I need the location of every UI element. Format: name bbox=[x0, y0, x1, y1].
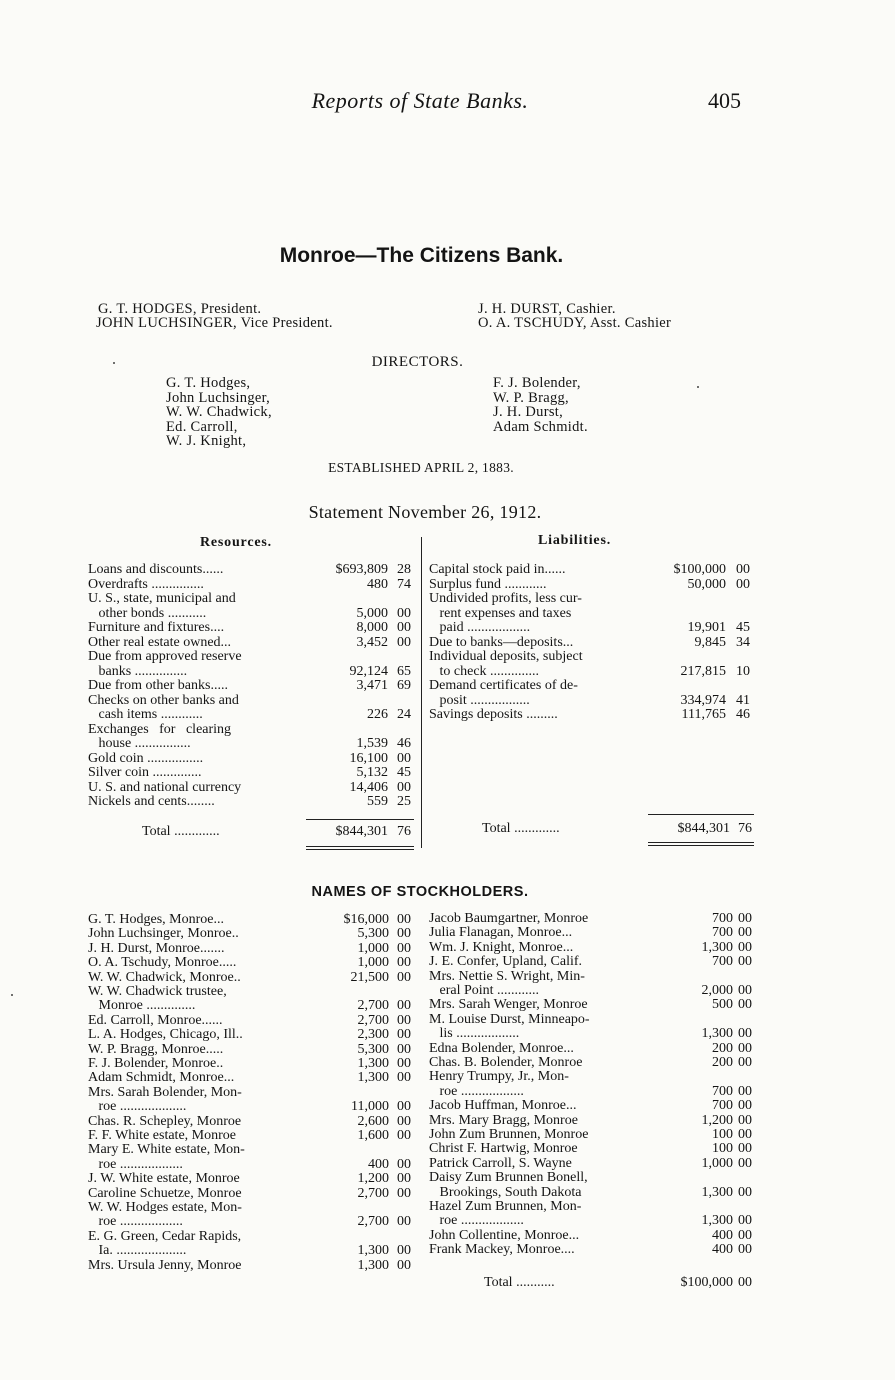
stockholder-row-cents: 00 bbox=[397, 1012, 411, 1028]
stockholder-row-label: John Zum Brunnen, Monroe bbox=[429, 1128, 589, 1142]
resources-row bbox=[88, 650, 419, 665]
stockholder-row-amount: 200 bbox=[712, 1055, 733, 1070]
liabilities-row-label: Individual deposits, subject bbox=[429, 650, 583, 664]
stockholder-row-label: Caroline Schuetze, Monroe bbox=[88, 1186, 242, 1201]
officer-cashier: J. H. DURST, Cashier. bbox=[478, 301, 616, 317]
liabilities-row-amount: 50,000 bbox=[687, 576, 726, 592]
liabilities-row-amount: 334,974 bbox=[680, 692, 726, 708]
stockholder-row-amount: 5,300 bbox=[357, 926, 389, 942]
stockholder-row-cents: 00 bbox=[397, 912, 411, 927]
liabilities-row-amount: 217,815 bbox=[680, 663, 726, 679]
stockholder-row-label: lis .................. bbox=[429, 1027, 520, 1042]
resources-row bbox=[88, 621, 419, 636]
stockholder-row-cents: 00 bbox=[738, 997, 752, 1013]
stockholder-row-amount: 1,300 bbox=[701, 1184, 733, 1200]
resources-total bbox=[142, 825, 419, 840]
stockholder-row-label: J. E. Confer, Upland, Calif. bbox=[429, 955, 583, 970]
stockholder-row bbox=[429, 998, 760, 1013]
resources-row-cents: 00 bbox=[397, 634, 411, 650]
stockholder-row-amount: 100 bbox=[712, 1127, 733, 1142]
stockholder-row bbox=[88, 1259, 419, 1274]
stockholder-row-cents: 00 bbox=[738, 1127, 752, 1142]
stockholder-row-label: E. G. Green, Cedar Rapids, bbox=[88, 1229, 242, 1244]
stockholder-row-cents: 00 bbox=[738, 1040, 752, 1056]
resources-row-amount: 559 bbox=[367, 794, 388, 809]
liabilities-row-label: Due to banks—deposits... bbox=[429, 635, 574, 650]
stockholder-row-cents: 00 bbox=[397, 1027, 411, 1043]
stockholder-row-amount: 400 bbox=[712, 1227, 733, 1243]
stockholder-row bbox=[88, 971, 419, 986]
liabilities-row-label: Demand certificates of de- bbox=[429, 679, 578, 693]
stockholder-row-cents: 00 bbox=[738, 1155, 752, 1171]
stockholder-row-label: Chas. B. Bolender, Monroe bbox=[429, 1056, 583, 1070]
stockholder-row bbox=[429, 1157, 760, 1172]
liabilities-total-cents: 76 bbox=[738, 821, 752, 836]
resources-total-double-rule bbox=[306, 849, 414, 850]
stockholder-row-label: roe .................. bbox=[429, 1214, 524, 1229]
resources-row-label: Overdrafts ............... bbox=[88, 577, 204, 592]
stockholder-row bbox=[429, 1229, 760, 1244]
resources-total-cents: 76 bbox=[397, 824, 411, 839]
stockholder-row-cents: 00 bbox=[397, 1214, 411, 1230]
resources-row-amount: 1,539 bbox=[356, 736, 388, 751]
stockholder-row-cents: 00 bbox=[738, 939, 752, 955]
stockholder-row bbox=[429, 1114, 760, 1129]
director-name: W. J. Knight, bbox=[166, 433, 247, 450]
resources-row bbox=[88, 578, 419, 593]
stockholder-row-cents: 00 bbox=[738, 925, 752, 941]
stockholder-row-label: Christ F. Hartwig, Monroe bbox=[429, 1142, 578, 1157]
stockholder-row-label: Wm. J. Knight, Monroe... bbox=[429, 940, 574, 955]
liabilities-total-double-rule bbox=[648, 845, 754, 846]
stockholder-row-label: Ia. .................... bbox=[88, 1244, 187, 1259]
stockholder-row-cents: 00 bbox=[738, 983, 752, 998]
stockholder-row-cents: 00 bbox=[738, 1083, 752, 1099]
stockholder-row bbox=[88, 1215, 419, 1230]
liabilities-row bbox=[429, 636, 758, 651]
liabilities-row-label: posit ................. bbox=[429, 693, 530, 708]
stockholder-row-amount: 200 bbox=[712, 1040, 733, 1056]
stockholder-row-cents: 00 bbox=[397, 998, 411, 1014]
stockholder-row-label: Hazel Zum Brunnen, Mon- bbox=[429, 1200, 582, 1214]
liabilities-row-amount: 9,845 bbox=[694, 634, 726, 650]
liabilities-row bbox=[429, 650, 758, 665]
stockholder-row-label: Mrs. Sarah Wenger, Monroe bbox=[429, 998, 588, 1013]
resources-row-cents: 46 bbox=[397, 736, 411, 751]
stockholder-row-amount: 700 bbox=[712, 925, 733, 941]
stockholder-row-amount: $16,000 bbox=[343, 912, 389, 927]
officer-vice-president: JOHN LUCHSINGER, Vice President. bbox=[96, 315, 333, 331]
stockholder-row-label: roe .................. bbox=[88, 1215, 183, 1230]
stockholder-row-cents: 00 bbox=[397, 955, 411, 971]
stockholder-row-amount: 1,000 bbox=[357, 955, 389, 971]
resources-row-label: U. S., state, municipal and bbox=[88, 592, 236, 606]
resources-total-rule bbox=[306, 819, 414, 820]
stockholder-row-amount: 21,500 bbox=[350, 969, 389, 985]
stockholder-row-cents: 00 bbox=[738, 1213, 752, 1229]
liabilities-heading: Liabilities. bbox=[538, 533, 611, 548]
resources-row-label: house ................ bbox=[88, 737, 191, 751]
directors-left bbox=[166, 376, 272, 449]
stockholders-total-amount: $100,000 bbox=[680, 1275, 733, 1290]
resources-row-cents: 00 bbox=[397, 750, 411, 766]
liabilities-row-cents: 46 bbox=[736, 707, 750, 722]
stockholder-row-amount: 400 bbox=[368, 1156, 389, 1172]
liabilities-total-amount: $844,301 bbox=[677, 821, 730, 836]
resources-row bbox=[88, 766, 419, 781]
stockholder-row bbox=[88, 1129, 419, 1144]
stockholder-row bbox=[88, 1071, 419, 1086]
statement-title: Statement November 26, 1912. bbox=[308, 502, 542, 522]
resources-row-cents: 00 bbox=[397, 779, 411, 795]
stockholder-row-amount: 1,200 bbox=[357, 1171, 389, 1187]
resources-row bbox=[88, 795, 419, 810]
resources-row-cents: 24 bbox=[397, 707, 411, 722]
stockholder-row bbox=[429, 1128, 760, 1143]
stockholder-row-amount: 5,300 bbox=[357, 1041, 389, 1057]
stockholder-row-label: Julia Flanagan, Monroe... bbox=[429, 926, 573, 941]
stockholders-total-label: Total ........... bbox=[484, 1276, 555, 1290]
stockholder-row-cents: 00 bbox=[738, 1026, 752, 1042]
stockholder-row-cents: 00 bbox=[397, 1070, 411, 1086]
stockholder-row-amount: 400 bbox=[712, 1242, 733, 1258]
stockholder-row-amount: 1,200 bbox=[701, 1112, 733, 1128]
print-speck bbox=[11, 994, 13, 996]
liabilities-row-label: rent expenses and taxes bbox=[429, 606, 572, 621]
resources-row-label: Silver coin .............. bbox=[88, 766, 202, 780]
stockholder-row-cents: 00 bbox=[738, 1098, 752, 1114]
liabilities-row-label: Surplus fund ............ bbox=[429, 577, 547, 592]
stockholder-row-amount: 1,300 bbox=[357, 1243, 389, 1259]
resources-row-amount: 14,406 bbox=[349, 779, 388, 795]
stockholder-row-label: W. W. Chadwick trustee, bbox=[88, 985, 227, 999]
stockholder-row-amount: 1,300 bbox=[357, 1070, 389, 1086]
liabilities-row-amount: $100,000 bbox=[673, 562, 726, 577]
stockholder-row-label: roe ................... bbox=[88, 1100, 187, 1115]
stockholder-row bbox=[429, 955, 760, 970]
resources-row-amount: 92,124 bbox=[349, 663, 388, 679]
stockholder-row-label: W. W. Chadwick, Monroe.. bbox=[88, 970, 241, 985]
stockholder-row-amount: 700 bbox=[712, 1083, 733, 1099]
stockholder-row-label: Edna Bolender, Monroe... bbox=[429, 1041, 574, 1056]
stockholder-row-amount: 2,300 bbox=[357, 1027, 389, 1043]
stockholder-row-label: Frank Mackey, Monroe.... bbox=[429, 1243, 575, 1258]
stockholder-row-label: Mrs. Mary Bragg, Monroe bbox=[429, 1113, 578, 1128]
director-name: Ed. Carroll, bbox=[166, 418, 238, 435]
stockholder-row-cents: 00 bbox=[738, 1227, 752, 1243]
liabilities-row-cents: 41 bbox=[736, 692, 750, 708]
liabilities-row-cents: 00 bbox=[736, 576, 750, 592]
resources-row-label: Other real estate owned... bbox=[88, 635, 232, 650]
stockholder-row-label: Jacob Huffman, Monroe... bbox=[429, 1099, 577, 1114]
liabilities-total-rule bbox=[648, 814, 754, 815]
stockholder-row-cents: 00 bbox=[397, 1041, 411, 1057]
stockholder-row-label: Daisy Zum Brunnen Bonell, bbox=[429, 1171, 588, 1186]
resources-row bbox=[88, 592, 419, 607]
resources-row-label: Furniture and fixtures.... bbox=[88, 621, 225, 635]
stockholder-row-amount: 1,000 bbox=[357, 940, 389, 956]
stockholder-row bbox=[429, 1171, 760, 1186]
resources-total-label: Total ............. bbox=[142, 825, 220, 839]
liabilities-total-label: Total ............. bbox=[482, 822, 560, 836]
stockholder-row-cents: 00 bbox=[738, 1112, 752, 1128]
liabilities-total-double-rule bbox=[648, 842, 754, 843]
stockholder-row bbox=[88, 1100, 419, 1115]
page-number: 405 bbox=[708, 88, 741, 113]
stockholder-row bbox=[88, 1187, 419, 1202]
resources-row-label: Checks on other banks and bbox=[88, 693, 239, 708]
resources-row-label: Due from other banks..... bbox=[88, 679, 228, 693]
stockholder-row-amount: 1,300 bbox=[701, 1026, 733, 1042]
stockholder-row-cents: 00 bbox=[397, 1056, 411, 1071]
stockholder-row bbox=[429, 1214, 760, 1229]
stockholder-row-cents: 00 bbox=[397, 940, 411, 956]
stockholder-row-label: F. J. Bolender, Monroe.. bbox=[88, 1057, 224, 1071]
resources-row-label: cash items ............ bbox=[88, 708, 203, 722]
stockholder-row-label: M. Louise Durst, Minneapo- bbox=[429, 1012, 590, 1027]
stockholder-row bbox=[88, 1244, 419, 1259]
stockholder-row-amount: 1,600 bbox=[357, 1128, 389, 1143]
stockholder-row-label: Brookings, South Dakota bbox=[429, 1185, 582, 1200]
resources-row-cents: 45 bbox=[397, 765, 411, 780]
directors-right bbox=[493, 376, 588, 434]
stockholders-total bbox=[484, 1276, 760, 1291]
stockholder-row-cents: 00 bbox=[397, 1257, 411, 1273]
stockholder-row bbox=[429, 1243, 760, 1258]
liabilities-total bbox=[482, 822, 760, 837]
stockholder-row-amount: 700 bbox=[712, 954, 733, 970]
resources-row-label: other bonds ........... bbox=[88, 606, 207, 621]
stockholder-row-amount: 2,700 bbox=[357, 998, 389, 1014]
stockholder-row-label: Mrs. Nettie S. Wright, Min- bbox=[429, 969, 585, 984]
liabilities-row bbox=[429, 592, 758, 607]
stockholder-row-cents: 00 bbox=[738, 1055, 752, 1070]
stockholder-row-label: eral Point ............ bbox=[429, 984, 540, 998]
liabilities-row bbox=[429, 665, 758, 680]
stockholder-row-amount: 1,300 bbox=[701, 1213, 733, 1229]
stockholder-row-amount: 1,300 bbox=[357, 1257, 389, 1273]
resources-row-amount: $693,809 bbox=[335, 562, 388, 577]
director-name: W. P. Bragg, bbox=[493, 389, 569, 406]
stockholder-row bbox=[429, 1070, 760, 1085]
liabilities-row bbox=[429, 679, 758, 694]
liabilities-row-label: Savings deposits ......... bbox=[429, 708, 558, 722]
stockholder-row-cents: 00 bbox=[738, 1141, 752, 1157]
stockholder-row-label: roe .................. bbox=[429, 1084, 524, 1099]
resources-total-double-rule bbox=[306, 846, 414, 847]
stockholder-row-amount: 2,700 bbox=[357, 1185, 389, 1201]
resources-row-cents: 25 bbox=[397, 794, 411, 809]
stockholder-row bbox=[429, 984, 760, 999]
resources-row-amount: 8,000 bbox=[356, 620, 388, 635]
stockholder-row-label: Jacob Baumgartner, Monroe bbox=[429, 912, 589, 926]
liabilities-row bbox=[429, 621, 758, 636]
resources-row-amount: 3,452 bbox=[356, 634, 388, 650]
resources-row-label: Nickels and cents........ bbox=[88, 795, 215, 809]
stockholder-row bbox=[429, 1099, 760, 1114]
stockholder-row-label: O. A. Tschudy, Monroe..... bbox=[88, 956, 237, 971]
established-date: ESTABLISHED APRIL 2, 1883. bbox=[328, 460, 514, 475]
liabilities-row bbox=[429, 563, 758, 578]
stockholder-row-cents: 00 bbox=[738, 911, 752, 926]
resources-row-cents: 74 bbox=[397, 576, 411, 592]
stockholder-row-label: L. A. Hodges, Chicago, Ill.. bbox=[88, 1028, 243, 1043]
stockholder-row-label: G. T. Hodges, Monroe... bbox=[88, 913, 224, 927]
column-divider bbox=[421, 537, 422, 848]
resources-row-amount: 226 bbox=[367, 707, 388, 722]
stockholder-row-amount: 700 bbox=[712, 1098, 733, 1114]
liabilities-row bbox=[429, 578, 758, 593]
stockholder-row-label: Mary E. White estate, Mon- bbox=[88, 1143, 245, 1158]
stockholder-row-amount: 100 bbox=[712, 1141, 733, 1157]
resources-row-label: Due from approved reserve bbox=[88, 650, 242, 664]
stockholders-heading: NAMES OF STOCKHOLDERS. bbox=[311, 884, 529, 900]
director-name: J. H. Durst, bbox=[493, 404, 564, 421]
director-name: John Luchsinger, bbox=[166, 389, 271, 406]
resources-row-cents: 65 bbox=[397, 663, 411, 679]
director-name: W. W. Chadwick, bbox=[166, 404, 272, 421]
liabilities-row-cents: 45 bbox=[736, 620, 750, 635]
resources-row-amount: 3,471 bbox=[356, 678, 388, 693]
stockholder-row-label: Mrs. Ursula Jenny, Monroe bbox=[88, 1258, 242, 1273]
stockholder-row bbox=[429, 1085, 760, 1100]
stockholder-row bbox=[88, 1028, 419, 1043]
resources-row bbox=[88, 636, 419, 651]
stockholder-row-amount: 2,700 bbox=[357, 1012, 389, 1028]
stockholder-row-amount: 2,600 bbox=[357, 1113, 389, 1129]
resources-row-label: Loans and discounts...... bbox=[88, 563, 224, 577]
resources-row-label: U. S. and national currency bbox=[88, 780, 242, 795]
resources-row-label: banks ............... bbox=[88, 664, 188, 679]
stockholder-row-cents: 00 bbox=[397, 1243, 411, 1259]
stockholder-row-label: Patrick Carroll, S. Wayne bbox=[429, 1156, 572, 1171]
stockholder-row-amount: 700 bbox=[712, 911, 733, 926]
resources-row-amount: 480 bbox=[367, 576, 388, 592]
liabilities-row-label: to check .............. bbox=[429, 664, 540, 679]
running-title: Reports of State Banks. bbox=[311, 88, 529, 113]
bank-title: Monroe—The Citizens Bank. bbox=[279, 244, 564, 267]
stockholder-row-cents: 00 bbox=[397, 1185, 411, 1201]
director-name: Adam Schmidt. bbox=[493, 418, 588, 435]
stockholder-row-cents: 00 bbox=[738, 954, 752, 970]
stockholder-row-label: roe .................. bbox=[88, 1157, 183, 1172]
liabilities-row-cents: 00 bbox=[736, 562, 750, 577]
stockholder-row-cents: 00 bbox=[397, 1156, 411, 1172]
officer-asst-cashier: O. A. TSCHUDY, Asst. Cashier bbox=[478, 315, 672, 331]
directors-heading: DIRECTORS. bbox=[371, 354, 464, 370]
stockholder-row-label: Ed. Carroll, Monroe...... bbox=[88, 1013, 223, 1028]
print-speck bbox=[697, 386, 699, 388]
resources-total-amount: $844,301 bbox=[335, 824, 388, 839]
stockholder-row-label: John Luchsinger, Monroe.. bbox=[88, 927, 239, 942]
stockholder-row-cents: 00 bbox=[397, 1171, 411, 1187]
director-name: G. T. Hodges, bbox=[166, 375, 251, 391]
stockholder-row bbox=[429, 941, 760, 956]
stockholder-row-cents: 00 bbox=[397, 1128, 411, 1143]
stockholder-row bbox=[88, 956, 419, 971]
stockholder-row-cents: 00 bbox=[397, 1113, 411, 1129]
stockholder-row-cents: 00 bbox=[738, 1242, 752, 1258]
liabilities-row-amount: 19,901 bbox=[687, 620, 726, 635]
stockholder-row bbox=[429, 1186, 760, 1201]
stockholder-row-amount: 1,300 bbox=[701, 939, 733, 955]
resources-row bbox=[88, 679, 419, 694]
resources-row-amount: 5,132 bbox=[356, 765, 388, 780]
stockholder-row-label: John Collentine, Monroe... bbox=[429, 1228, 580, 1243]
resources-row bbox=[88, 737, 419, 752]
liabilities-row-label: paid .................. bbox=[429, 621, 531, 635]
stockholder-row-amount: 2,700 bbox=[357, 1214, 389, 1230]
stockholder-row-amount: 1,300 bbox=[357, 1056, 389, 1071]
stockholder-row-cents: 00 bbox=[397, 1099, 411, 1115]
director-name: F. J. Bolender, bbox=[493, 375, 581, 391]
resources-row-cents: 00 bbox=[397, 605, 411, 621]
resources-row-cents: 00 bbox=[397, 620, 411, 635]
stockholder-row-label: W. W. Hodges estate, Mon- bbox=[88, 1201, 242, 1215]
resources-row-amount: 5,000 bbox=[356, 605, 388, 621]
liabilities-row-label: Capital stock paid in...... bbox=[429, 563, 566, 577]
stockholder-row bbox=[429, 1056, 760, 1071]
stockholder-row-label: Mrs. Sarah Bolender, Mon- bbox=[88, 1085, 242, 1100]
stockholder-row-label: Adam Schmidt, Monroe... bbox=[88, 1071, 235, 1086]
resources-row-cents: 69 bbox=[397, 678, 411, 693]
stockholder-row-cents: 00 bbox=[397, 969, 411, 985]
stockholder-row-amount: 2,000 bbox=[701, 983, 733, 998]
stockholder-row-label: W. P. Bragg, Monroe..... bbox=[88, 1042, 224, 1057]
resources-row bbox=[88, 708, 419, 723]
officer-president: G. T. HODGES, President. bbox=[98, 301, 262, 317]
liabilities-row-amount: 111,765 bbox=[681, 707, 726, 722]
stockholder-row-cents: 00 bbox=[397, 926, 411, 942]
stockholder-row-amount: 500 bbox=[712, 997, 733, 1013]
stockholder-row-cents: 00 bbox=[738, 1184, 752, 1200]
stockholder-row-label: Chas. R. Schepley, Monroe bbox=[88, 1114, 242, 1129]
resources-row-cents: 28 bbox=[397, 562, 411, 577]
stockholder-row-label: F. F. White estate, Monroe bbox=[88, 1129, 236, 1143]
stockholder-row-label: Monroe .............. bbox=[88, 999, 196, 1014]
liabilities-row-cents: 34 bbox=[736, 634, 750, 650]
liabilities-row-label: Undivided profits, less cur- bbox=[429, 592, 582, 606]
stockholder-row bbox=[429, 912, 760, 927]
stockholder-row-label: J. H. Durst, Monroe....... bbox=[88, 941, 225, 956]
resources-row-label: Exchanges for clearing bbox=[88, 722, 232, 737]
liabilities-row-cents: 10 bbox=[736, 663, 750, 679]
liabilities-row bbox=[429, 708, 758, 723]
resources-row-label: Gold coin ................ bbox=[88, 751, 204, 766]
stockholder-row-amount: 1,000 bbox=[701, 1155, 733, 1171]
stockholder-row bbox=[88, 1172, 419, 1187]
resources-row bbox=[88, 563, 419, 578]
stockholder-row bbox=[429, 1042, 760, 1057]
stockholder-row-amount: 11,000 bbox=[351, 1099, 389, 1115]
stockholder-row-label: Henry Trumpy, Jr., Mon- bbox=[429, 1070, 569, 1085]
resources-heading: Resources. bbox=[200, 535, 272, 550]
stockholder-row-label: J. W. White estate, Monroe bbox=[88, 1172, 240, 1187]
resources-row-amount: 16,100 bbox=[349, 750, 388, 766]
stockholder-row bbox=[429, 1027, 760, 1042]
stockholders-total-cents: 00 bbox=[738, 1275, 752, 1290]
print-speck bbox=[113, 362, 115, 364]
